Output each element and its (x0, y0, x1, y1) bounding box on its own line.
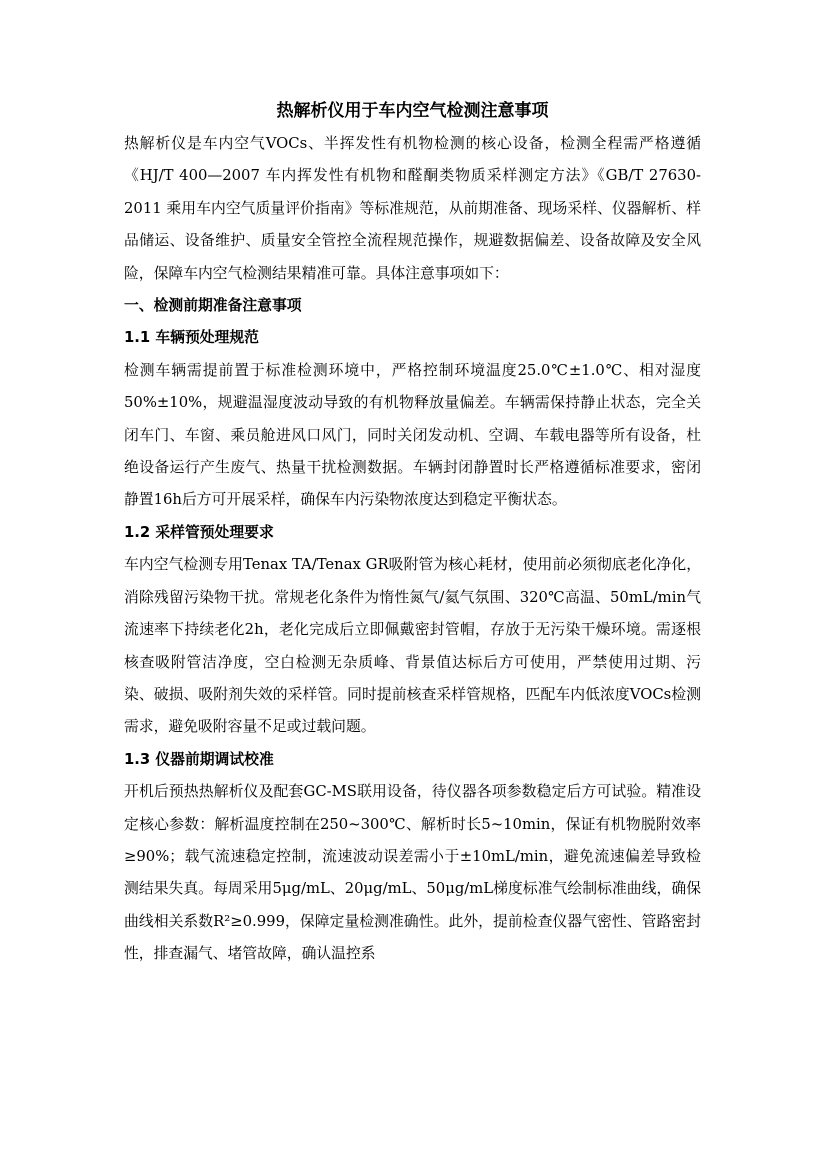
subsection-1-2-heading: 1.2 采样管预处理要求 (124, 523, 274, 541)
subsection-1-1-paragraph: 检测车辆需提前置于标准检测环境中，严格控制环境温度25.0℃±1.0℃、相对湿度50%±10%，规避温湿度波动导致的有机物释放量偏差。车辆需保持静止状态，完全关闭车门、车窗、乘员舱进风口风门，同时关闭发动机、空调、车载电器等所有设备，杜绝设备运行产生废气、热量干扰检测数据。车辆封闭静置时长严格遵循标准要求，密闭静置16h后方可开展采样，确保车内污染物浓度达到稳定平衡状态。 (124, 361, 701, 509)
subsection-1-1-heading: 1.1 车辆预处理规范 (124, 329, 259, 347)
intro-paragraph: 热解析仪是车内空气VOCs、半挥发性有机物检测的核心设备，检测全程需严格遵循《HJ/T 400—2007 车内挥发性有机物和醛酮类物质采样测定方法》《GB/T 27630-2011 乘用车内空气质量评价指南》等标准规范，从前期准备、现场采样、仪器解析、样品储运、设备维护、质量安全管控全流程规范操作，规避数据偏差、设备故障及安全风险，保障车内空气检测结果精准可靠。具体注意事项如下： (124, 135, 701, 282)
subsection-1-3-paragraph: 开机后预热热解析仪及配套GC-MS联用设备，待仪器各项参数稳定后方可试验。精准设定核心参数：解析温度控制在250~300℃、解析时长5~10min，保证有机物脱附效率≥90%；载气流速稳定控制，流速波动误差需小于±10mL/min，避免流速偏差导致检测结果失真。每周采用5μg/mL、20μg/mL、50μg/mL梯度标准气绘制标准曲线，确保曲线相关系数R²≥0.999，保障定量检测准确性。此外，提前检查仪器气密性、管路密封性，排查漏气、堵管故障，确认温控系 (124, 783, 701, 963)
section-1-heading: 一、检测前期准备注意事项 (124, 297, 302, 315)
subsection-1-3-heading: 1.3 仪器前期调试校准 (124, 750, 274, 768)
subsection-1-2-paragraph: 车内空气检测专用Tenax TA/Tenax GR吸附管为核心耗材，使用前必须彻底老化净化，消除残留污染物干扰。常规老化条件为惰性氮气/氦气氛围、320℃高温、50mL/min气流速率下持续老化2h，老化完成后立即佩戴密封管帽，存放于无污染干燥环境。需逐根核查吸附管洁净度，空白检测无杂质峰、背景值达标后方可使用，严禁使用过期、污染、破损、吸附剂失效的采样管。同时提前核查采样管规格，匹配车内低浓度VOCs检测需求，避免吸附容量不足或过载问题。 (124, 556, 701, 736)
document-title: 热解析仪用于车内空气检测注意事项 (276, 101, 549, 121)
